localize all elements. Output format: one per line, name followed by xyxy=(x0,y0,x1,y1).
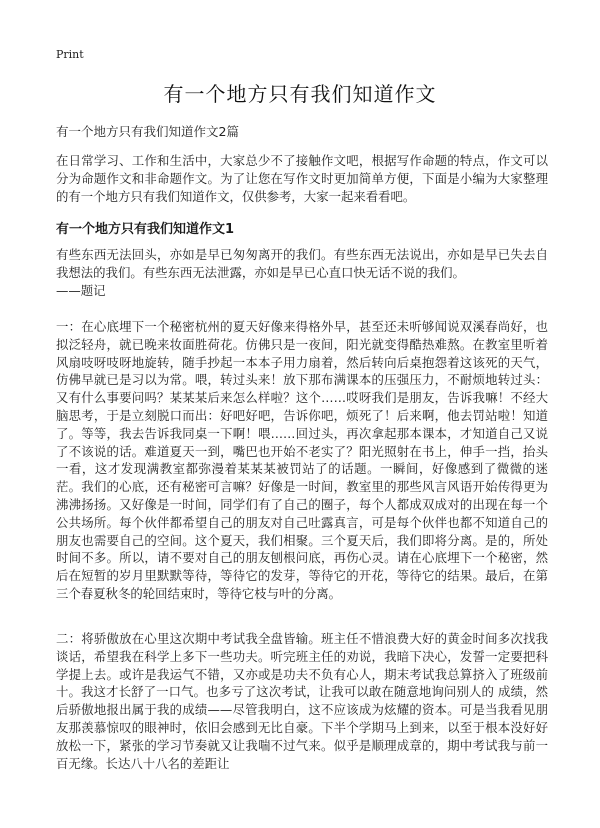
section-heading: 有一个地方只有我们知道作文1 xyxy=(56,222,235,237)
intro-text: 在日常学习、工作和生活中，大家总少不了接触作文吧，根据写作命题的特点，作文可以分为命题作文和非命题作文。为了让您在写作文时更加简单方便，下面是小编为大家整理的有一个地方只有我们知道作文，仅供参考，大家一起来看看吧。 xyxy=(56,153,548,204)
paragraph-one-block xyxy=(56,318,548,603)
epigraph-body: 有些东西无法回头，亦如是早已匆匆离开的我们。有些东西无法说出，亦如是早已失去自我想法的我们。有些东西无法泄露，亦如是早已心直口快无话不说的我们。 xyxy=(56,247,548,280)
epigraph-block xyxy=(56,246,548,299)
intro-paragraph xyxy=(56,152,548,205)
epigraph-signature: ——题记 xyxy=(56,282,106,298)
page-title: 有一个地方只有我们知道作文 xyxy=(163,82,437,106)
print-label[interactable]: Print xyxy=(56,48,84,61)
paragraph-one: 一：在心底埋下一个秘密杭州的夏天好像来得格外早，甚至还未听够闻说双溪春尚好，也拟泛轻舟，就已晚来妆面胜荷花。仿佛只是一夜间，阳光就变得酷热难熬。在教室里听着风扇吱呀吱呀地旋转，随手抄起一本本子用力扇着，然后转向后桌抱怨着这该死的天气，仿佛早就已是习以为常。喂，转过头来！放下那布满课本的压强压力，不耐烦地转过头：又有什么事要问吗？某某某后来怎么样啦？这个……哎呀我们是朋友，告诉我嘛！不经大脑思考，于是立刻脱口而出：好吧好吧，告诉你吧，烦死了！后来啊，他去罚站啦！知道了。等等，我去告诉我同桌一下啊！喂……回过头，再次拿起那本课本，才知道自己又说了不该说的话。难道夏天一到，嘴巴也开始不老实了？阳光照射在书上，伸手一挡，抬头一看，这才发现满教室都弥漫着某某某被罚站了的话题。一瞬间，好像感到了微微的迷茫。我们的心底，还有秘密可言嘛？好像是一时间，教室里的那些风言风语开始传得更为沸沸扬扬。又好像是一时间，同学们有了自己的圈子，每个人都成双成对的出现在每一个公共场所。每个伙伴都希望自己的朋友对自己吐露真言，可是每个伙伴也都不知道自己的朋友也需要自己的空间。这个夏天，我们相聚。三个夏天后，我们即将分离。是的，所处时间不多。所以，请不要对自己的朋友刨根问底，再伤心灵。请在心底埋下一个秘密，然后在短暂的岁月里默默等待，等待它的发芽，等待它的开花，等待它的结果。最后，在第三个春夏秋冬的轮回结束时，等待它枝与叶的分离。 xyxy=(56,319,548,601)
paragraph-two-block xyxy=(56,630,548,772)
document-subtitle: 有一个地方只有我们知道作文2篇 xyxy=(56,124,239,139)
paragraph-two: 二：将骄傲放在心里这次期中考试我全盘皆输。班主任不惜浪费大好的黄金时间多次找我谈话，希望我在科学上多下一些功夫。听完班主任的劝说，我暗下决心，发誓一定要把科学提上去。或许是我运气不错，又亦或是功夫不负有心人，期末考试我总算挤入了班级前十。我这才长舒了一口气。也多亏了这次考试，让我可以敢在随意地询问别人的 成绩，然后骄傲地报出属于我的成绩——尽管我明白，这不应该成为炫耀的资本。可是当我看见朋友那羡慕惊叹的眼神时，依旧会感到无比自豪。下半个学期马上到来，以至于根本没好好放松一下，紧张的学习节奏就又让我喘不过气来。似乎是顺理成章的，期中考试我与前一百无缘。长达八十八名的差距让 xyxy=(56,631,548,771)
epigraph-text xyxy=(56,246,548,299)
